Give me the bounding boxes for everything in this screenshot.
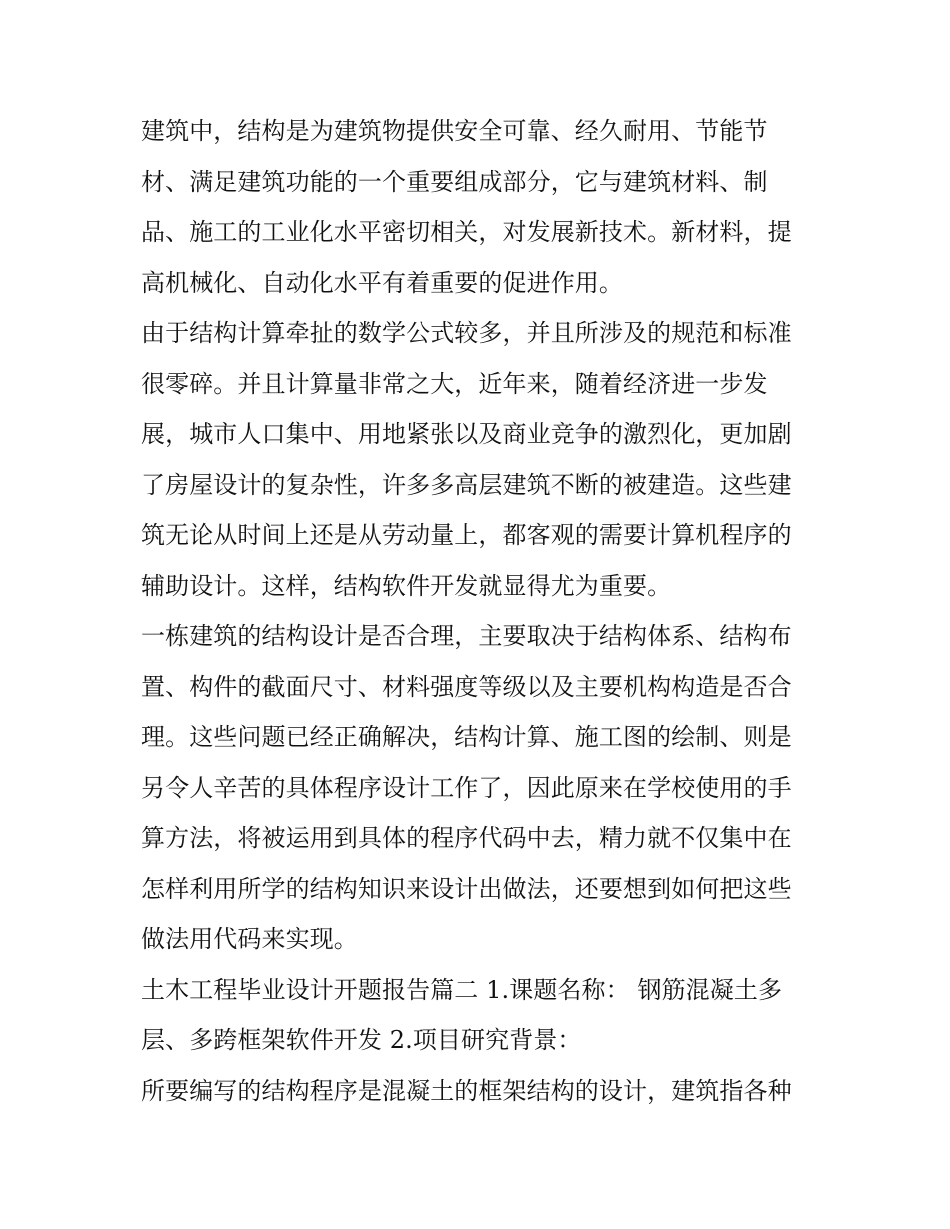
- text-line: 辅助设计。这样，结构软件开发就显得尤为重要。: [141, 571, 672, 600]
- text-line: 品、施工的工业化水平密切相关，对发展新技术。新材料，提: [141, 218, 792, 246]
- paragraph-3: [141, 611, 813, 965]
- text-line: 一栋建筑的结构设计是否合理，主要取决于结构体系、结构布: [141, 622, 792, 650]
- text-line: 做法用代码来实现。: [141, 925, 358, 953]
- paragraph-4: [141, 965, 813, 1066]
- text-line: 层、多跨框架软件开发 2.项目研究背景：: [141, 1026, 582, 1054]
- text-line: 理。这些问题已经正确解决，结构计算、施工图的绘制、则是: [141, 723, 792, 751]
- text-line: 展，城市人口集中、用地紧张以及商业竞争的激烈化，更加剧: [141, 420, 792, 448]
- text-line: 另令人辛苦的具体程序设计工作了，因此原来在学校使用的手: [141, 773, 792, 802]
- text-line: 筑无论从时间上还是从劳动量上，都客观的需要计算机程序的: [141, 521, 792, 549]
- text-line: 建筑中，结构是为建筑物提供安全可靠、经久耐用、节能节: [141, 117, 768, 145]
- text-line: 置、构件的截面尺寸、材料强度等级以及主要机构构造是否合: [141, 672, 792, 701]
- text-line: 算方法，将被运用到具体的程序代码中去，精力就不仅集中在: [141, 824, 792, 852]
- text-line: 高机械化、自动化水平有着重要的促进作用。: [141, 268, 623, 297]
- paragraph-5: [141, 1066, 813, 1117]
- document-body: [141, 106, 813, 1116]
- text-line: 土木工程毕业设计开题报告篇二 1.课题名称： 钢筋混凝土多: [141, 975, 783, 1004]
- paragraph-2: [141, 308, 813, 611]
- text-line: 了房屋设计的复杂性，许多多高层建筑不断的被建造。这些建: [141, 470, 792, 499]
- text-line: 材、满足建筑功能的一个重要组成部分，它与建筑材料、制: [141, 167, 768, 196]
- text-line: 很零碎。并且计算量非常之大，近年来，随着经济进一步发: [141, 369, 768, 398]
- paragraph-1: [141, 106, 813, 308]
- text-line: 怎样利用所学的结构知识来设计出做法，还要想到如何把这些: [141, 874, 792, 903]
- text-line: 由于结构计算牵扯的数学公式较多，并且所涉及的规范和标准: [141, 319, 792, 347]
- text-line: 所要编写的结构程序是混凝土的框架结构的设计，建筑指各种: [141, 1076, 792, 1105]
